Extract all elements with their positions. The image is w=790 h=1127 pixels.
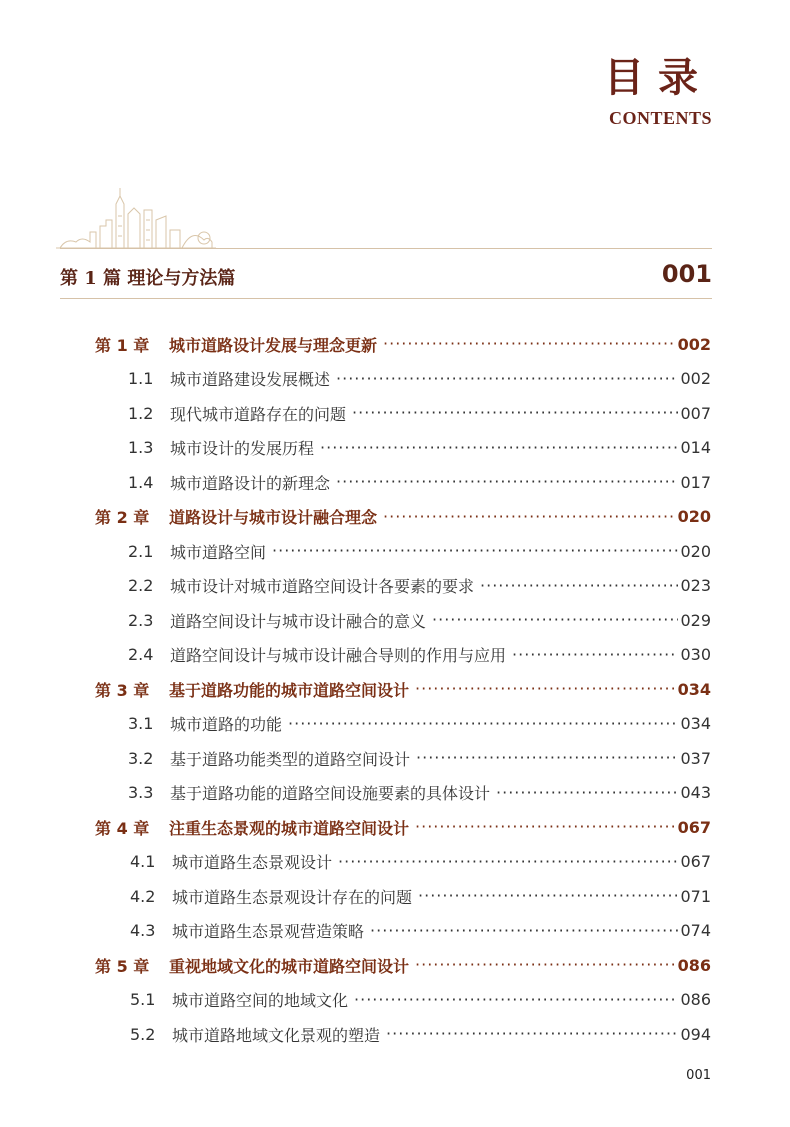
city-skyline-illustration [56, 186, 216, 250]
toc-leader-dots [415, 815, 676, 839]
toc-entry-label: 基于道路功能的城市道路空间设计 [169, 680, 410, 700]
toc-entry-page: 023 [680, 576, 711, 595]
header-rule [60, 248, 712, 249]
toc-entry-page: 086 [677, 955, 711, 975]
toc-leader-dots [320, 436, 678, 460]
toc-leader-dots [480, 574, 678, 598]
toc-entry-number: 1.1 [128, 369, 154, 388]
toc-leader-dots [415, 677, 676, 701]
toc-entry-number: 2.3 [128, 610, 154, 630]
part-heading [60, 262, 712, 292]
toc-entry-page: 017 [680, 472, 711, 492]
toc-leader-dots [432, 608, 678, 632]
toc-entry-page: 020 [680, 541, 711, 561]
toc-section-row[interactable] [128, 574, 711, 598]
toc-entry-number: 5.1 [130, 990, 156, 1009]
toc-section-row[interactable] [128, 712, 711, 736]
toc-entry-number: 3.2 [128, 748, 154, 768]
toc-entry-page: 071 [680, 886, 711, 906]
toc-entry-number: 4.2 [130, 886, 156, 906]
toc-leader-dots [336, 367, 678, 391]
toc-entry-label: 注重生态景观的城市道路空间设计 [169, 818, 410, 838]
toc-section-row[interactable] [130, 919, 711, 943]
toc-entry-number: 第 5 章 [95, 956, 150, 976]
part-title: 第 1 篇 理论与方法篇 [60, 268, 236, 289]
toc-section-row[interactable] [128, 367, 711, 391]
toc-entry-label: 城市设计的发展历程 [170, 439, 315, 458]
toc-entry-label: 城市道路地域文化景观的塑造 [172, 1025, 381, 1045]
toc-entry-number: 3.1 [128, 714, 154, 733]
toc-leader-dots [370, 919, 678, 943]
toc-entry-label: 城市道路空间的地域文化 [172, 991, 349, 1010]
toc-leader-dots [415, 953, 676, 977]
toc-entry-label: 道路空间设计与城市设计融合的意义 [170, 611, 427, 631]
toc-entry-label: 道路设计与城市设计融合理念 [169, 508, 378, 527]
toc-entry-page: 014 [680, 438, 711, 457]
toc-section-row[interactable] [128, 539, 711, 563]
footer-page-number: 001 [686, 1068, 711, 1083]
toc-entry-number: 2.4 [128, 645, 154, 664]
toc-entry-page: 034 [677, 679, 711, 699]
toc-entry-page: 030 [680, 645, 711, 664]
toc-entry-label: 基于道路功能的道路空间设施要素的具体设计 [170, 784, 491, 803]
toc-section-row[interactable] [130, 1022, 711, 1046]
toc-entry-label: 城市设计对城市道路空间设计各要素的要求 [170, 577, 475, 596]
toc-chapter-row[interactable] [95, 953, 711, 977]
toc-entry-number: 4.1 [130, 852, 156, 871]
toc-section-row[interactable] [130, 850, 711, 874]
toc-entry-page: 020 [677, 507, 711, 526]
toc-entry-label: 城市道路的功能 [170, 715, 283, 734]
toc-entry-label: 城市道路空间 [170, 542, 267, 562]
toc-section-row[interactable] [128, 401, 711, 425]
toc-section-row[interactable] [128, 436, 711, 460]
toc-chapter-row[interactable] [95, 505, 711, 529]
toc-entry-number: 1.4 [128, 472, 154, 492]
toc-section-row[interactable] [128, 746, 711, 770]
toc-entry-number: 第 1 章 [95, 335, 150, 355]
toc-entry-page: 067 [680, 852, 711, 871]
toc-leader-dots [336, 470, 678, 494]
toc-chapter-row[interactable] [95, 332, 711, 356]
toc-section-row[interactable] [128, 608, 711, 632]
toc-leader-dots [352, 401, 678, 425]
toc-entry-number: 2.2 [128, 576, 154, 595]
toc-entry-label: 城市道路生态景观设计 [172, 853, 333, 872]
toc-entry-label: 道路空间设计与城市设计融合导则的作用与应用 [170, 646, 507, 665]
toc-entry-label: 城市道路建设发展概述 [170, 370, 331, 389]
toc-leader-dots [386, 1022, 678, 1046]
toc-entry-number: 第 3 章 [95, 680, 150, 700]
toc-entry-page: 002 [680, 369, 711, 388]
toc-entry-page: 037 [680, 748, 711, 768]
toc-leader-dots [354, 988, 678, 1012]
page-title: 目录 [604, 54, 712, 101]
toc-entry-label: 城市道路生态景观设计存在的问题 [172, 887, 413, 907]
toc-entry-number: 1.2 [128, 403, 154, 423]
toc-entry-page: 067 [677, 817, 711, 837]
toc-entry-page: 086 [680, 990, 711, 1009]
part-page-number: 001 [661, 260, 712, 288]
toc-leader-dots [383, 505, 676, 529]
toc-leader-dots [272, 539, 678, 563]
page-subtitle: CONTENTS [608, 108, 712, 128]
part-rule [60, 298, 712, 299]
toc-section-row[interactable] [130, 988, 711, 1012]
toc-chapter-row[interactable] [95, 677, 711, 701]
toc-entry-page: 043 [680, 783, 711, 802]
toc-leader-dots [338, 850, 678, 874]
toc-entry-page: 007 [680, 403, 711, 423]
toc-entry-number: 4.3 [130, 921, 156, 940]
toc-leader-dots [512, 643, 678, 667]
toc-entry-label: 城市道路设计发展与理念更新 [169, 335, 378, 355]
toc-entry-number: 第 2 章 [95, 508, 150, 527]
toc-entry-label: 重视地域文化的城市道路空间设计 [169, 956, 410, 976]
toc-entry-page: 074 [680, 921, 711, 940]
toc-entry-page: 029 [680, 610, 711, 630]
toc-leader-dots [383, 332, 676, 356]
toc-section-row[interactable] [130, 884, 711, 908]
toc-leader-dots [418, 884, 678, 908]
toc-entry-number: 第 4 章 [95, 818, 150, 838]
toc-chapter-row[interactable] [95, 815, 711, 839]
toc-entry-number: 2.1 [128, 541, 154, 561]
toc-entry-page: 002 [677, 334, 711, 354]
toc-entry-number: 5.2 [130, 1024, 156, 1044]
toc-leader-dots [288, 712, 678, 736]
toc-section-row[interactable] [128, 470, 711, 494]
toc-entry-label: 现代城市道路存在的问题 [170, 404, 347, 424]
toc-entry-label: 城市道路设计的新理念 [170, 473, 331, 493]
toc-entry-label: 基于道路功能类型的道路空间设计 [170, 749, 411, 769]
toc-section-row[interactable] [128, 643, 711, 667]
toc-entry-page: 034 [680, 714, 711, 733]
toc-entry-page: 094 [680, 1024, 711, 1044]
toc-leader-dots [416, 746, 678, 770]
toc-section-row[interactable] [128, 781, 711, 805]
toc-entry-number: 1.3 [128, 438, 154, 457]
toc-leader-dots [496, 781, 678, 805]
toc-entry-label: 城市道路生态景观营造策略 [172, 922, 365, 941]
toc-entry-number: 3.3 [128, 783, 154, 802]
